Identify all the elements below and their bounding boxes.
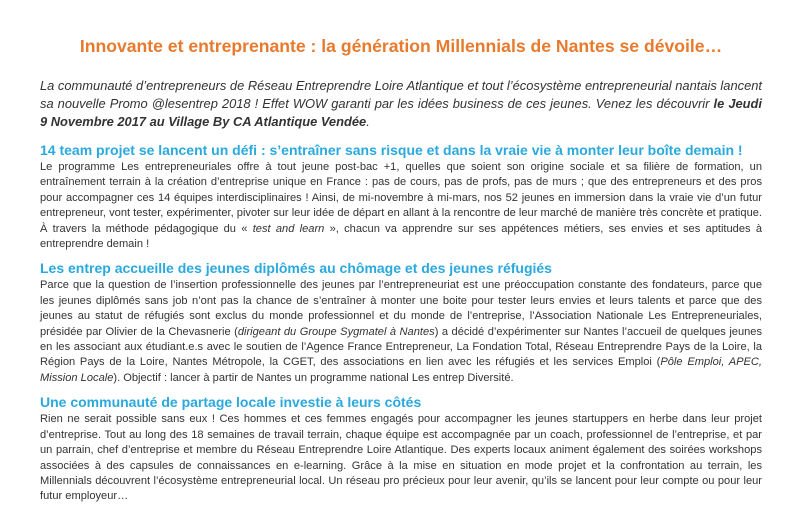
section-3-heading: Une communauté de partage locale investie à leurs côtés [40,394,422,411]
section-1-paragraph [40,160,762,252]
section-2-paragraph [40,278,762,386]
section-2-text-mid: ) a décidé d’expérimenter sur Nantes l’accueil de quelques jeunes en les associant aux étudiant.e.s avec le soutien de l’Agence France Entrepreneur, La Fondation Total, Réseau Entreprendre Pays de la Loire, la Région Pays de la Loire, Nantes Métropole, la CGET, des associations en lien avec les réfugiés et les services Emploi ( [40,325,763,369]
section-2-italic: dirigeant du Groupe Sygmatel à Nantes [237,325,435,338]
section-2-italic-2: Pôle Emploi, APEC, Mission Locale [40,356,762,384]
section-1-text: Le programme Les entrepreneuriales offre à tout jeune post-bac +1, quelles que soient son origine sociale et sa filière de formation, un entraînement terrain à la création d’entreprise unique en France : pas de cours, pas de profs, pas de murs ; que des entrepreneurs et des pros pour accompagner ces 14 équipes interdisciplinaires ! Ainsi, de mi-novembre à mi-mars, nos 52 jeunes en immersion dans la vraie vie d’un futur entrepreneur, vont tester, expérimenter, pivoter sur leur idée de départ en allant à la rencontre de leur marché de manière très concrète et pratique. À travers la méthode pédagogique du « [40,161,762,235]
section-1-heading: 14 team projet se lancent un défi : s’entraîner sans risque et dans la vraie vie à monter leur boîte demain ! [40,142,743,158]
event-date-location: le Jeudi 9 Novembre 2017 au Village By CA Atlantique Vendée [40,96,762,129]
section-2-text: Parce que la question de l’insertion professionnelle des jeunes par l’entrepreneuriat est une préoccupation constante des fondateurs, parce que les jeunes diplômés sans job n’ont pas la chance de s’entraîner à monter une boite pour tester leurs envies et leurs talents et parce que des jeunes au statut de réfugiés sont exclus du monde professionnel et du monde de l’entreprise, l’Association Nationale Les Entrepreneuriales, présidée par Olivier de la Chevasnerie ( [40,279,762,338]
intro-text: La communauté d’entrepreneurs de Réseau Entreprendre Loire Atlantique et tout l’écosystème entrepreneurial nantais lancent sa nouvelle Promo @lesentrep 2018 ! Effet WOW garanti par les idées business de ces jeunes. Venez les découvrir [40,78,762,111]
intro-paragraph [40,77,762,131]
section-3-paragraph: Rien ne serait possible sans eux ! Ces hommes et ces femmes engagés pour accompagner les jeunes startuppers en herbe dans leur projet d’entreprise. Tout au long des 18 semaines de travail terrain, chaque équipe est accompagnée par un coach, professionnel de l’entreprise, et par un parrain, chef d’entreprise et membre du Réseau Entreprendre Loire Atlantique. Des experts locaux animent également des soirées workshops associées à des capsules de connaissances en e-learning. Grâce à la mise en situation en mode projet et la confrontation au terrain, les Millennials découvrent l’écosystème entrepreneurial local. Un réseau pro précieux pour leur avenir, qu’ils se lancent pour leur compte ou pour leur futur employeur… [40,413,762,503]
intro-end: . [366,114,370,129]
section-1-text-end: », chacun va apprendre sur ses appétences métiers, ses envies et ses aptitudes à entreprendre demain ! [40,222,762,251]
section-2-heading: Les entrep accueille des jeunes diplômés au chômage et des jeunes réfugiés [40,260,552,277]
document-title: Innovante et entreprenante : la génération Millennials de Nantes se dévoile… [79,36,723,56]
section-2-text-end: ). Objectif : lancer à partir de Nantes un programme national Les entrep Diversité. [113,371,514,384]
section-1-italic: test and learn [252,222,325,235]
